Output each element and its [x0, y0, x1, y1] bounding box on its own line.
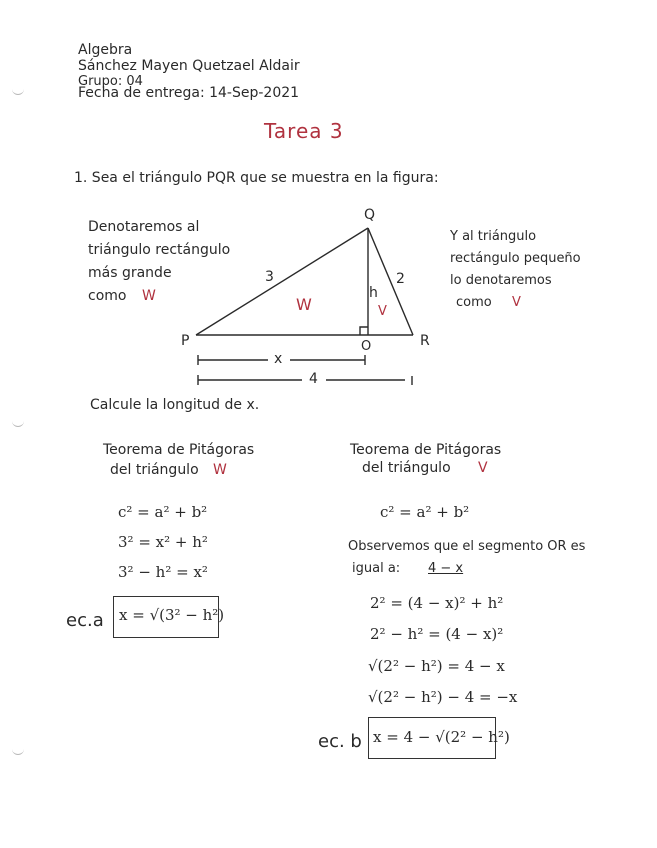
left-result: x = √(3² − h²)	[119, 606, 225, 624]
problem-statement: 1. Sea el triángulo PQR que se muestra en la figura:	[74, 170, 439, 186]
left-eq3: 3² − h² = x²	[118, 563, 208, 581]
side-pq	[196, 228, 368, 335]
vertex-o-label: O	[361, 339, 372, 354]
right-eq1: c² = a² + b²	[380, 503, 470, 521]
right-observe-line: igual a:	[352, 561, 401, 576]
subject-label: Algebra	[78, 42, 133, 58]
height-label: h	[369, 285, 378, 301]
due-date: Fecha de entrega: 14-Sep-2021	[78, 85, 300, 101]
right-eq5: √(2² − h²) − 4 = −x	[368, 688, 518, 706]
dim-4-label: 4	[309, 371, 318, 387]
note-left-line: Denotaremos al	[88, 219, 200, 235]
note-left-line: triángulo rectángulo	[88, 242, 231, 258]
right-eq3: 2² − h² = (4 − x)²	[370, 625, 504, 643]
note-right-mark: V	[512, 295, 521, 310]
dim-x-label: x	[274, 351, 283, 367]
left-heading-mark: W	[213, 462, 227, 478]
right-result: x = 4 − √(2² − h²)	[373, 728, 510, 746]
question-text: Calcule la longitud de x.	[90, 397, 260, 413]
right-observe-line: Observemos que el segmento OR es	[348, 539, 586, 554]
note-left-line: más grande	[88, 265, 172, 281]
note-right-line: rectángulo pequeño	[450, 251, 581, 266]
right-heading-line: Teorema de Pitágoras	[350, 442, 502, 458]
note-right-line: lo denotaremos	[450, 273, 552, 288]
note-left-line: como	[88, 288, 127, 304]
right-eq4: √(2² − h²) = 4 − x	[368, 657, 505, 675]
note-left-mark: W	[142, 288, 156, 304]
side-qr	[368, 228, 413, 335]
right-angle-mark	[360, 327, 368, 335]
group-label: Grupo: 04	[78, 74, 143, 89]
right-observe-value: 4 − x	[428, 561, 464, 576]
side-qr-label: 2	[396, 271, 405, 287]
note-right-line: como	[456, 295, 492, 310]
vertex-r-label: R	[420, 333, 430, 349]
left-eq1: c² = a² + b²	[118, 503, 208, 521]
side-pq-label: 3	[265, 269, 274, 285]
right-eq2: 2² = (4 − x)² + h²	[370, 594, 504, 612]
page-title: Tarea 3	[264, 119, 344, 143]
left-heading-line: Teorema de Pitágoras	[103, 442, 255, 458]
vertex-p-label: P	[181, 333, 190, 349]
left-eq2: 3² = x² + h²	[118, 533, 208, 551]
vertex-q-label: Q	[364, 207, 376, 223]
region-w-label: W	[296, 295, 312, 314]
right-heading-mark: V	[478, 460, 488, 476]
note-right-line: Y al triángulo	[450, 229, 537, 244]
right-heading-line: del triángulo	[362, 460, 451, 476]
left-eq-label: ec.a	[66, 610, 104, 631]
student-name: Sánchez Mayen Quetzael Aldair	[78, 58, 300, 74]
right-eq-label: ec. b	[318, 731, 362, 752]
left-heading-line: del triángulo	[110, 462, 199, 478]
region-v-label: V	[378, 304, 387, 319]
